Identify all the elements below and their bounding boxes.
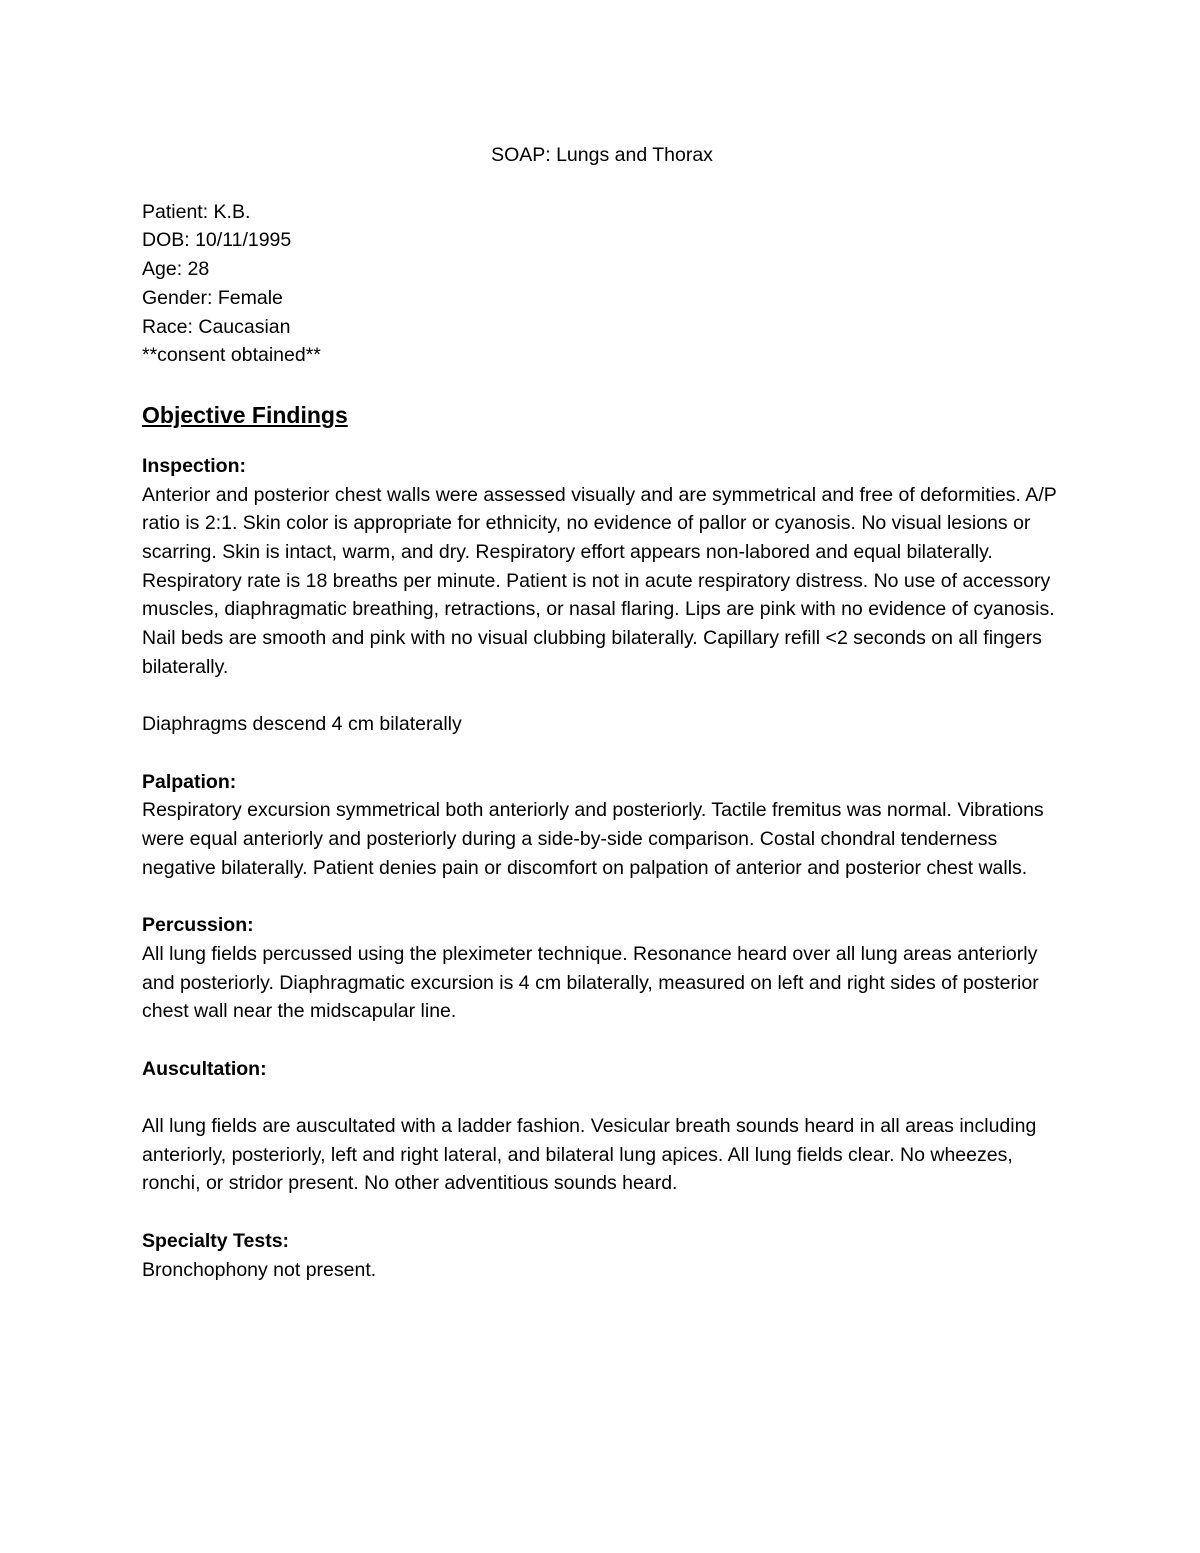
palpation-text: Respiratory excursion symmetrical both anteriorly and posteriorly. Tactile fremitus was normal. Vibrations were equal anteriorly and posteriorly during a side-by-side comparison. Costal chondral tenderness negative bilaterally. Patient denies pain or discomfort on palpation of anterior and posterior chest walls.: [142, 799, 1044, 879]
inspection-heading: Inspection:: [142, 454, 247, 477]
diaphragm-note: Diaphragms descend 4 cm bilaterally: [142, 713, 462, 736]
specialty-tests-heading: Specialty Tests:: [142, 1229, 290, 1252]
patient-name: Patient: K.B.: [142, 200, 251, 223]
specialty-tests-section: [142, 1227, 1062, 1284]
specialty-tests-text: Bronchophony not present.: [142, 1258, 377, 1281]
patient-info: [142, 198, 1062, 370]
consent-note: **consent obtained**: [142, 344, 321, 367]
document-title: SOAP: Lungs and Thorax: [491, 144, 713, 166]
auscultation-section: [142, 1055, 1062, 1199]
inspection-text: Anterior and posterior chest walls were assessed visually and are symmetrical and free of deformities. A/P ratio is 2:1. Skin color is appropriate for ethnicity, no evidence of pallor or cyanosis. No visual lesions or scarring. Skin is intact, warm, and dry. Respiratory effort appears non-labored and equal bilaterally. Respiratory rate is 18 breaths per minute. Patient is not in acute respiratory distress. No use of accessory muscles, diaphragmatic breathing, retractions, or nasal flaring. Lips are pink with no evidence of cyanosis. Nail beds are smooth and pink with no visual clubbing bilaterally. Capillary refill <2 seconds on all fingers bilaterally.: [142, 483, 1057, 678]
auscultation-heading: Auscultation:: [142, 1057, 267, 1080]
auscultation-text: All lung fields are auscultated with a ladder fashion. Vesicular breath sounds heard in all areas including anteriorly, posteriorly, left and right lateral, and bilateral lung apices. All lung fields clear. No wheezes, ronchi, or stridor present. No other adventitious sounds heard.: [142, 1115, 1037, 1195]
inspection-section: [142, 452, 1062, 682]
patient-dob: DOB: 10/11/1995: [142, 229, 292, 252]
percussion-section: [142, 911, 1062, 1026]
patient-age: Age: 28: [142, 258, 210, 281]
document-page: [142, 141, 1062, 1284]
diaphragm-note-section: [142, 710, 1062, 739]
percussion-text: All lung fields percussed using the pleximeter technique. Resonance heard over all lung areas anteriorly and posteriorly. Diaphragmatic excursion is 4 cm bilaterally, measured on left and right sides of posterior chest wall near the midscapular line.: [142, 942, 1039, 1023]
palpation-section: [142, 768, 1062, 883]
palpation-heading: Palpation:: [142, 770, 237, 793]
patient-race: Race: Caucasian: [142, 315, 291, 338]
patient-gender: Gender: Female: [142, 286, 283, 309]
percussion-heading: Percussion:: [142, 914, 254, 937]
objective-findings-heading: Objective Findings: [142, 401, 348, 428]
